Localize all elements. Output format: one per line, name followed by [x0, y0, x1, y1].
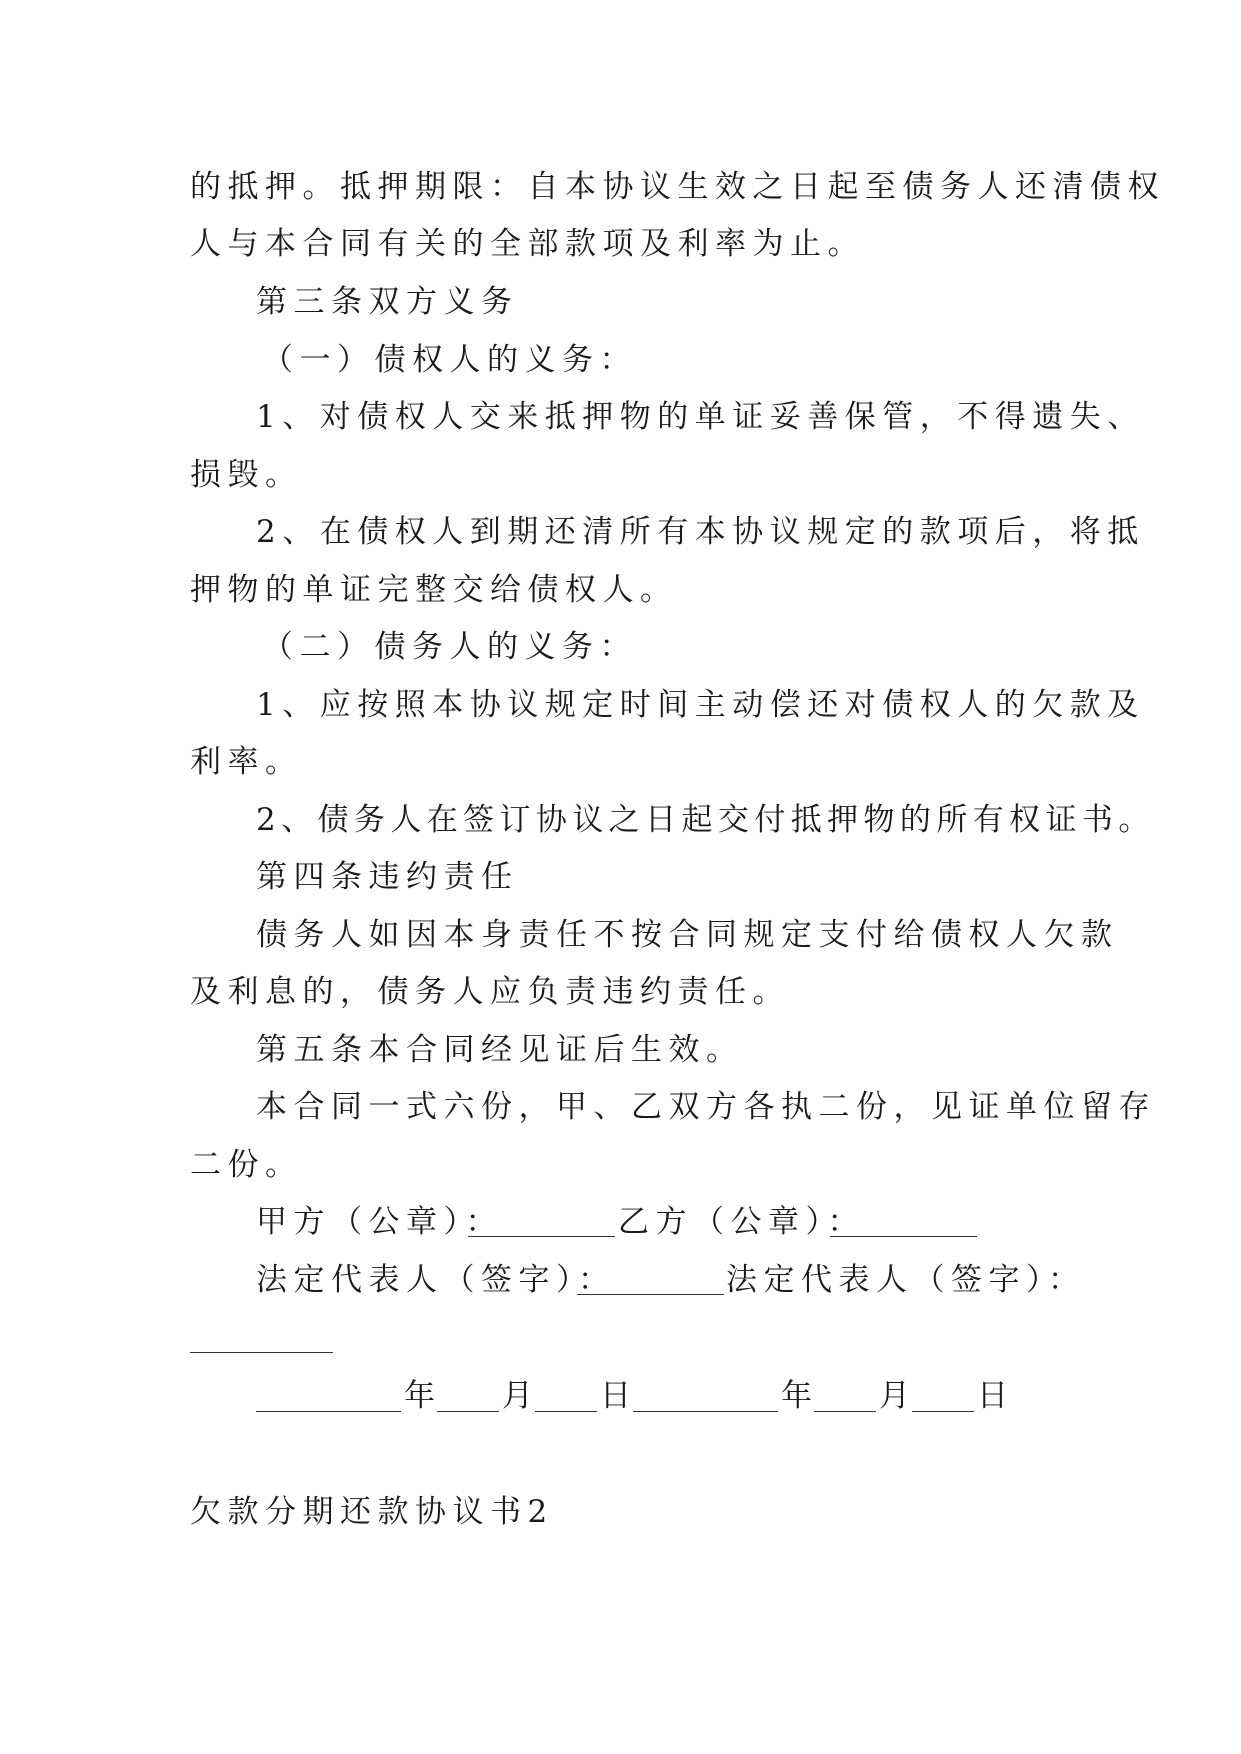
- next-document-title: 欠款分期还款协议书2: [190, 1494, 554, 1530]
- party-b-seal-label: 乙方（公章）：: [618, 1204, 865, 1240]
- subsection-heading: （一）债权人的义务：: [262, 342, 637, 378]
- date-a-day-blank: [535, 1411, 597, 1412]
- section-heading: 第四条违约责任: [256, 859, 519, 895]
- date-a-year-blank: [256, 1411, 401, 1412]
- section-heading: 第五条本合同经见证后生效。: [256, 1032, 744, 1068]
- text-line: 二份。: [190, 1147, 303, 1183]
- date-b-day-label: 日: [977, 1378, 1015, 1414]
- text-line: 押物的单证完整交给债权人。: [190, 572, 678, 608]
- legal-rep-b-blank: [190, 1352, 333, 1353]
- text-line: 2、债务人在签订协议之日起交付抵押物的所有权证书。: [256, 802, 1155, 838]
- section-heading: 第三条双方义务: [256, 284, 519, 320]
- legal-rep-a-blank: [577, 1294, 724, 1295]
- text-line: 本合同一式六份，甲、乙双方各执二份，见证单位留存: [256, 1089, 1156, 1125]
- text-line: 及利息的，债务人应负责违约责任。: [190, 974, 790, 1010]
- text-line: 利率。: [190, 744, 303, 780]
- text-line: 1、应按照本协议规定时间主动偿还对债权人的欠款及: [256, 687, 1145, 723]
- subsection-heading: （二）债务人的义务：: [262, 629, 637, 665]
- date-a-day-label: 日: [600, 1378, 638, 1414]
- text-line: 2、在债权人到期还清所有本协议规定的款项后，将抵: [256, 514, 1145, 550]
- date-a-year-label: 年: [404, 1378, 442, 1414]
- date-b-month-blank: [814, 1411, 876, 1412]
- text-line: 的抵押。抵押期限：自本协议生效之日起至债务人还清债权: [190, 169, 1165, 205]
- text-line: 1、对债权人交来抵押物的单证妥善保管，不得遗失、: [256, 399, 1145, 435]
- date-b-year-blank: [633, 1411, 778, 1412]
- text-line: 损毁。: [190, 457, 303, 493]
- party-a-seal-label: 甲方（公章）：: [256, 1204, 503, 1240]
- text-line: 债务人如因本身责任不按合同规定支付给债权人欠款: [256, 917, 1119, 953]
- party-b-seal-blank: [830, 1236, 977, 1237]
- legal-rep-a-label: 法定代表人（签字）：: [256, 1262, 616, 1298]
- date-a-month-label: 月: [502, 1378, 540, 1414]
- date-b-day-blank: [912, 1411, 974, 1412]
- text-line: 人与本合同有关的全部款项及利率为止。: [190, 226, 865, 262]
- date-b-year-label: 年: [781, 1378, 819, 1414]
- legal-rep-b-label: 法定代表人（签字）：: [726, 1262, 1086, 1298]
- party-a-seal-blank: [468, 1236, 615, 1237]
- date-b-month-label: 月: [879, 1378, 917, 1414]
- date-a-month-blank: [437, 1411, 499, 1412]
